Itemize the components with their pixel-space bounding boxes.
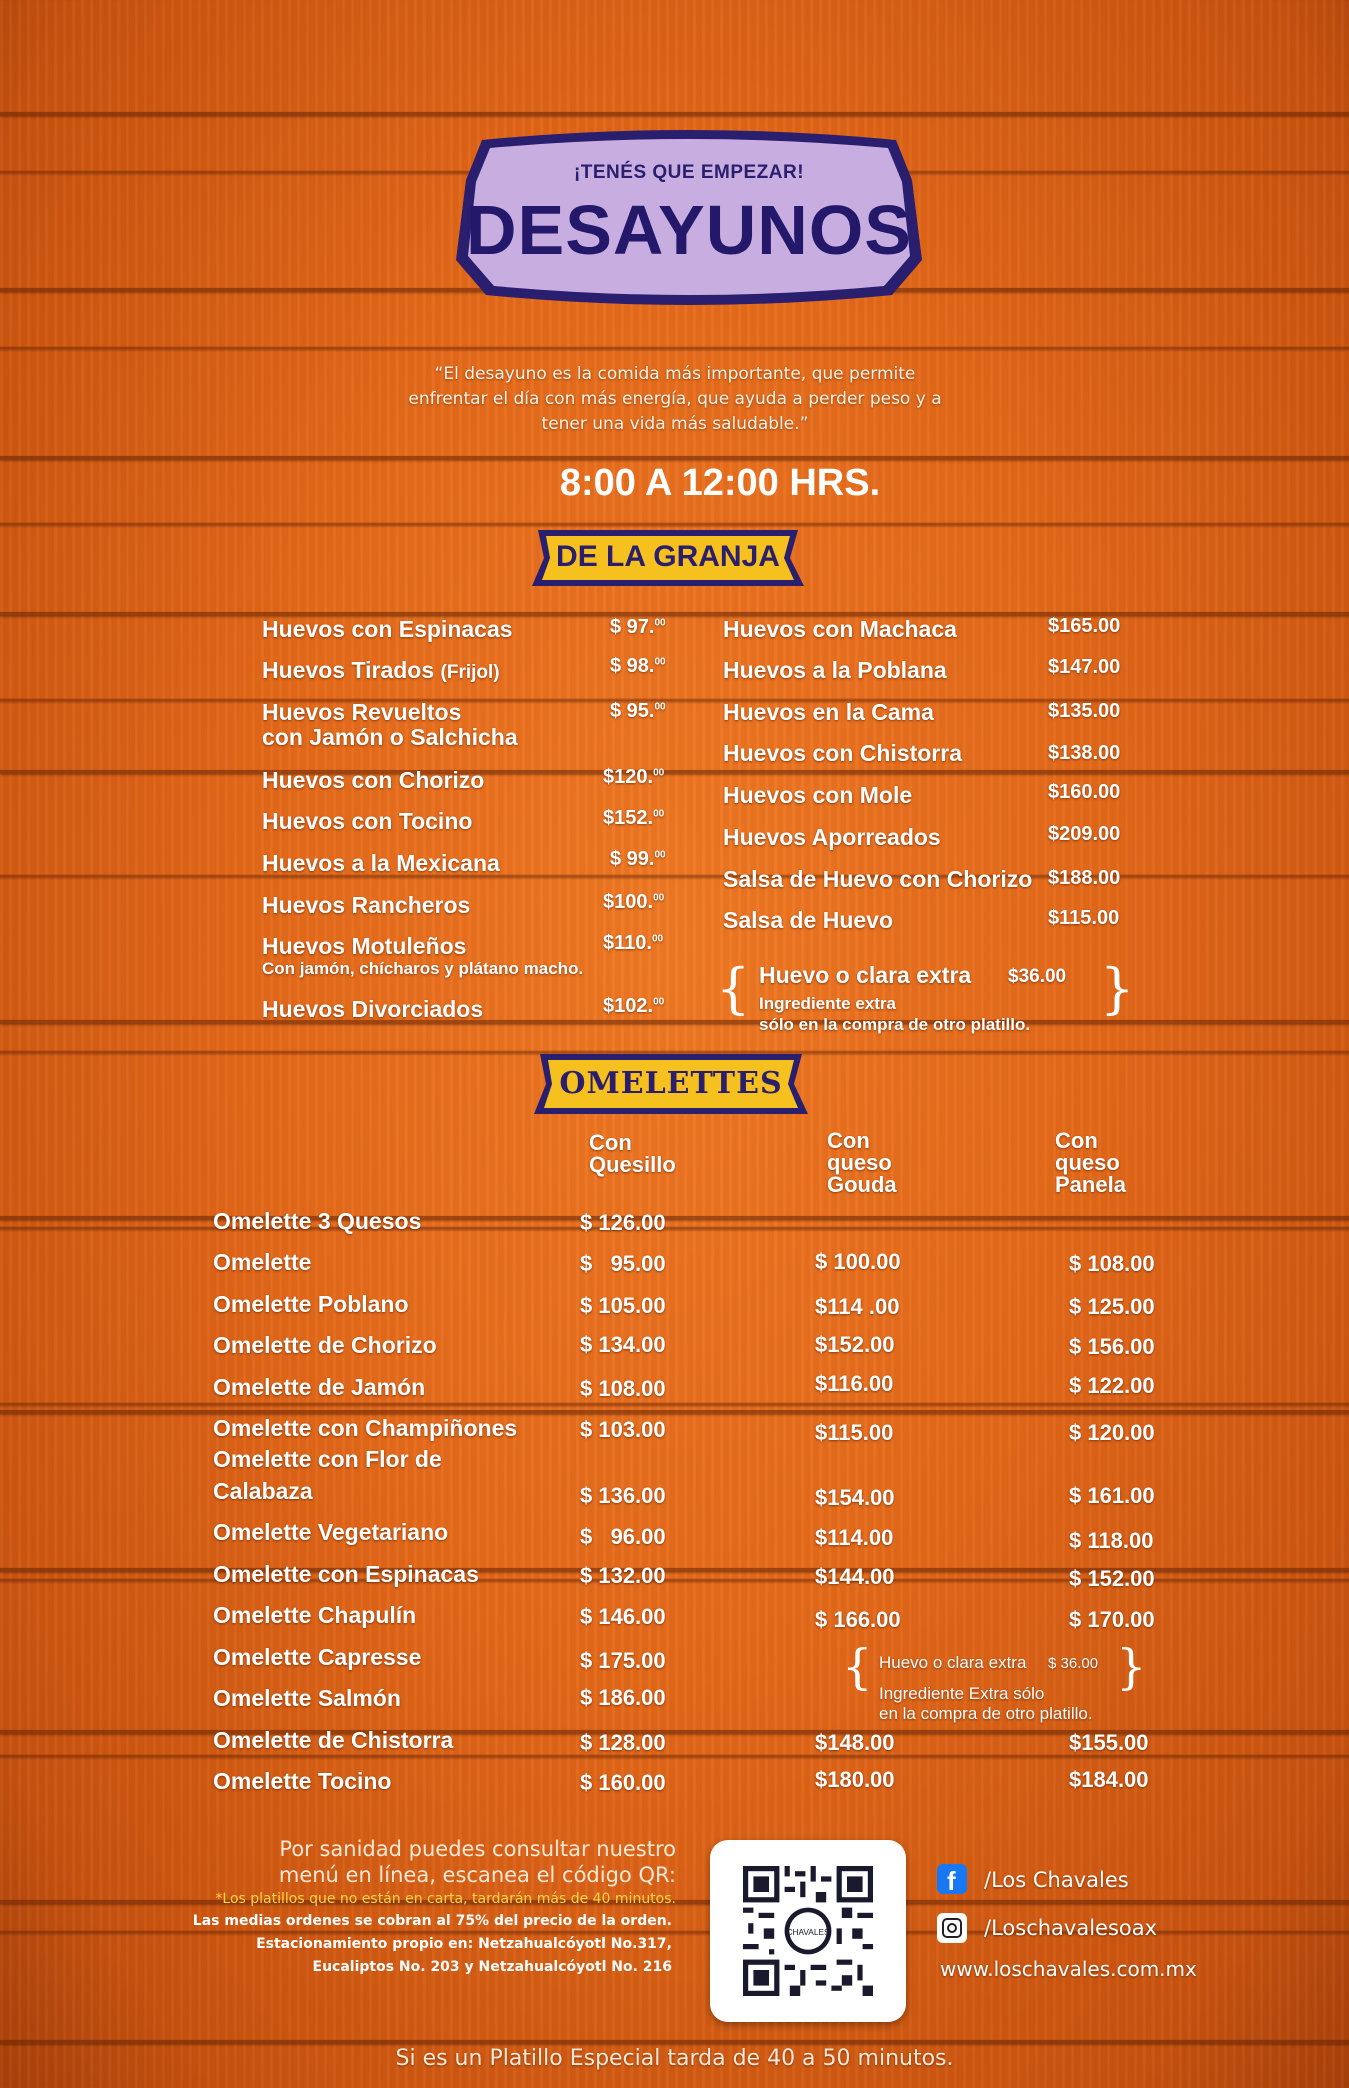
menu-item-price: $102.00 [603, 995, 665, 1017]
menu-item-price: $ 99.00 [610, 848, 666, 870]
column-header-quesillo: Con Quesillo [589, 1130, 676, 1177]
price-panela: $ 125.00 [1069, 1294, 1155, 1319]
column-header-panela: Con queso Panela [1055, 1128, 1126, 1197]
qr-instruction: menú en línea, escanea el código QR: [278, 1863, 676, 1887]
omelette-name: Omelette 3 Quesos [213, 1208, 422, 1234]
menu-item-name: Huevos con Espinacas [262, 616, 513, 642]
menu-item-price: $ 98.00 [610, 655, 666, 677]
price-panela: $ 120.00 [1069, 1420, 1155, 1445]
menu-item-name: Huevos con Machaca [723, 616, 957, 642]
menu-item-name: Huevos en la Cama [723, 699, 934, 725]
waiting-warning: *Los platillos que no están en carta, tardarán más de 40 minutos. [215, 1891, 676, 1907]
price-quesillo: $ 186.00 [580, 1685, 666, 1710]
price-quesillo: $ 136.00 [580, 1483, 666, 1508]
header-kicker: ¡TENÉS QUE EMPEZAR! [573, 162, 805, 183]
menu-item-name: Huevos con Chorizo [262, 767, 485, 793]
omelette-name: Omelette Vegetariano [213, 1519, 449, 1545]
price-quesillo: $ 108.00 [580, 1376, 666, 1401]
right-brace-icon: } [1100, 957, 1135, 1020]
quote-line: “El desayuno es la comida más importante, que permite [434, 364, 916, 384]
website-link[interactable]: www.loschavales.com.mx [940, 1957, 1197, 1981]
menu-item-price: $ 95.00 [610, 700, 666, 722]
quote-line: enfrentar el día con más energía, que ayuda a perder peso y a [408, 389, 942, 409]
omelette-name: Omelette Salmón [213, 1685, 401, 1711]
menu-item-price: $160.00 [1048, 781, 1121, 803]
menu-item-subline: con Jamón o Salchicha [262, 724, 518, 750]
menu-item-name: Huevos Aporreados [723, 824, 941, 850]
price-panela: $ 156.00 [1069, 1334, 1155, 1359]
price-panela: $ 161.00 [1069, 1483, 1155, 1508]
menu-item-name: Huevos Rancheros [262, 892, 471, 918]
footer-info [120, 1836, 676, 1978]
price-gouda: $114 .00 [815, 1294, 900, 1319]
extra-item-note: en la compra de otro platillo. [879, 1704, 1093, 1723]
price-quesillo: $ 95.00 [580, 1251, 666, 1276]
omelette-name: Omelette con Espinacas [213, 1561, 479, 1587]
menu-item-price: $100.00 [603, 891, 665, 913]
menu-item-price: $120.00 [603, 766, 665, 788]
menu-item-name: Huevos Divorciados [262, 996, 484, 1022]
extra-item-price: $36.00 [1008, 966, 1067, 987]
price-quesillo: $ 134.00 [580, 1332, 666, 1357]
facebook-handle[interactable]: /Los Chavales [984, 1868, 1129, 1892]
menu-item-name: Salsa de Huevo con Chorizo [723, 866, 1033, 892]
section-title: OMELETTES [559, 1066, 783, 1101]
price-panela: $184.00 [1069, 1767, 1149, 1792]
price-quesillo: $ 132.00 [580, 1563, 666, 1588]
qr-logo-text: CHAVALES [786, 1927, 830, 1938]
omelette-name: Omelette Capresse [213, 1644, 422, 1670]
price-panela: $ 118.00 [1069, 1528, 1154, 1553]
menu-item-name: Huevos a la Mexicana [262, 850, 500, 876]
omelette-name: Omelette Tocino [213, 1768, 392, 1794]
price-gouda: $144.00 [815, 1564, 895, 1589]
parking-note: Eucaliptos No. 203 y Netzahualcóyotl No. 216 [312, 1959, 672, 1975]
menu-item-price: $135.00 [1048, 700, 1121, 722]
omelette-name: Omelette Poblano [213, 1291, 409, 1317]
price-panela: $ 108.00 [1069, 1251, 1155, 1276]
extra-item-note: Ingrediente extra [759, 994, 896, 1013]
menu-item-price: $188.00 [1048, 867, 1121, 889]
price-quesillo: $ 175.00 [580, 1648, 666, 1673]
price-quesillo: $ 128.00 [580, 1730, 666, 1755]
price-quesillo: $ 96.00 [580, 1524, 666, 1549]
menu-item-price: $138.00 [1048, 742, 1121, 764]
omelette-name: Omelette de Chorizo [213, 1332, 437, 1358]
instagram-handle[interactable]: /Loschavalesoax [984, 1916, 1158, 1940]
right-brace-icon: } [1116, 1639, 1147, 1695]
left-brace-icon: { [716, 957, 751, 1020]
qr-board [710, 1840, 906, 2022]
price-quesillo: $ 160.00 [580, 1770, 666, 1795]
price-quesillo: $ 126.00 [580, 1210, 666, 1235]
qr-instruction: Por sanidad puedes consultar nuestro [279, 1837, 676, 1861]
omelette-name: Omelette Chapulín [213, 1602, 417, 1628]
menu-item-name: Huevos Revueltos [262, 699, 462, 725]
menu-item-name: Huevos con Tocino [262, 808, 473, 834]
menu-item-price: $152.00 [603, 807, 665, 829]
price-quesillo: $ 146.00 [580, 1604, 666, 1629]
header-sign [442, 120, 936, 312]
omelette-name: Omelette de Jamón [213, 1374, 426, 1400]
price-gouda: $ 100.00 [815, 1249, 901, 1274]
instagram-icon[interactable] [937, 1913, 967, 1943]
menu-item-price: $147.00 [1048, 656, 1121, 678]
column-header-gouda: Con queso Gouda [827, 1128, 897, 1197]
half-order-note: Las medias ordenes se cobran al 75% del precio de la orden. [192, 1913, 672, 1929]
omelette-name: Omelette con Flor de [213, 1446, 442, 1472]
qr-code-icon[interactable] [743, 1866, 873, 1996]
price-panela: $ 122.00 [1069, 1373, 1155, 1398]
price-gouda: $116.00 [815, 1371, 894, 1396]
menu-item-name: Huevos con Mole [723, 782, 913, 808]
menu-item-price: $115.00 [1048, 907, 1120, 929]
price-panela: $155.00 [1069, 1730, 1149, 1755]
price-gouda: $152.00 [815, 1332, 895, 1357]
special-dish-note: Si es un Platillo Especial tarda de 40 a 50 minutos. [395, 2046, 954, 2071]
omelette-name: Omelette con Champiñones [213, 1415, 518, 1441]
price-gouda: $180.00 [815, 1767, 895, 1792]
section-banner-omelettes [530, 1050, 812, 1118]
price-gouda: $154.00 [815, 1485, 895, 1510]
price-gouda: $114.00 [815, 1525, 894, 1550]
section-banner-granja [528, 526, 808, 590]
menu-item-price: $209.00 [1048, 823, 1121, 845]
page-title: DESAYUNOS [466, 191, 912, 269]
opening-hours: 8:00 A 12:00 HRS. [559, 462, 881, 504]
parking-note: Estacionamiento propio en: Netzahualcóyotl No.317, [256, 1936, 672, 1952]
breakfast-quote [380, 362, 970, 437]
facebook-icon[interactable]: f [937, 1864, 967, 1894]
quote-line: tener una vida más saludable.” [541, 414, 809, 434]
menu-item-name: Huevos con Chistorra [723, 740, 962, 766]
price-panela: $ 152.00 [1069, 1566, 1155, 1591]
extra-item-price: $ 36.00 [1048, 1655, 1099, 1672]
menu-item-price: $110.00 [603, 932, 664, 954]
price-gouda: $115.00 [815, 1420, 894, 1445]
menu-item-name: Salsa de Huevo [723, 907, 894, 933]
menu-item-name: Huevos Motuleños [262, 933, 467, 959]
section-title: DE LA GRANJA [556, 540, 780, 573]
menu-item-price: $ 97.00 [610, 616, 666, 638]
menu-item-description: Con jamón, chícharos y plátano macho. [262, 959, 584, 978]
extra-item-name: Huevo o clara extra [879, 1653, 1027, 1672]
omelette-name: Omelette [213, 1249, 312, 1275]
omelette-name-line2: Calabaza [213, 1478, 313, 1504]
menu-item-price: $165.00 [1048, 615, 1121, 637]
extra-item-note: sólo en la compra de otro platillo. [759, 1015, 1031, 1034]
price-quesillo: $ 103.00 [580, 1417, 666, 1442]
left-brace-icon: { [842, 1639, 873, 1695]
menu-item-name: Huevos a la Poblana [723, 657, 947, 683]
extra-item-note: Ingrediente Extra sólo [879, 1684, 1045, 1703]
price-gouda: $148.00 [815, 1730, 895, 1755]
menu-item-name: Huevos Tirados (Frijol) [262, 657, 500, 683]
extra-item-name: Huevo o clara extra [759, 962, 972, 988]
omelette-name: Omelette de Chistorra [213, 1727, 454, 1753]
price-gouda: $ 166.00 [815, 1607, 901, 1632]
price-quesillo: $ 105.00 [580, 1293, 666, 1318]
price-panela: $ 170.00 [1069, 1607, 1155, 1632]
